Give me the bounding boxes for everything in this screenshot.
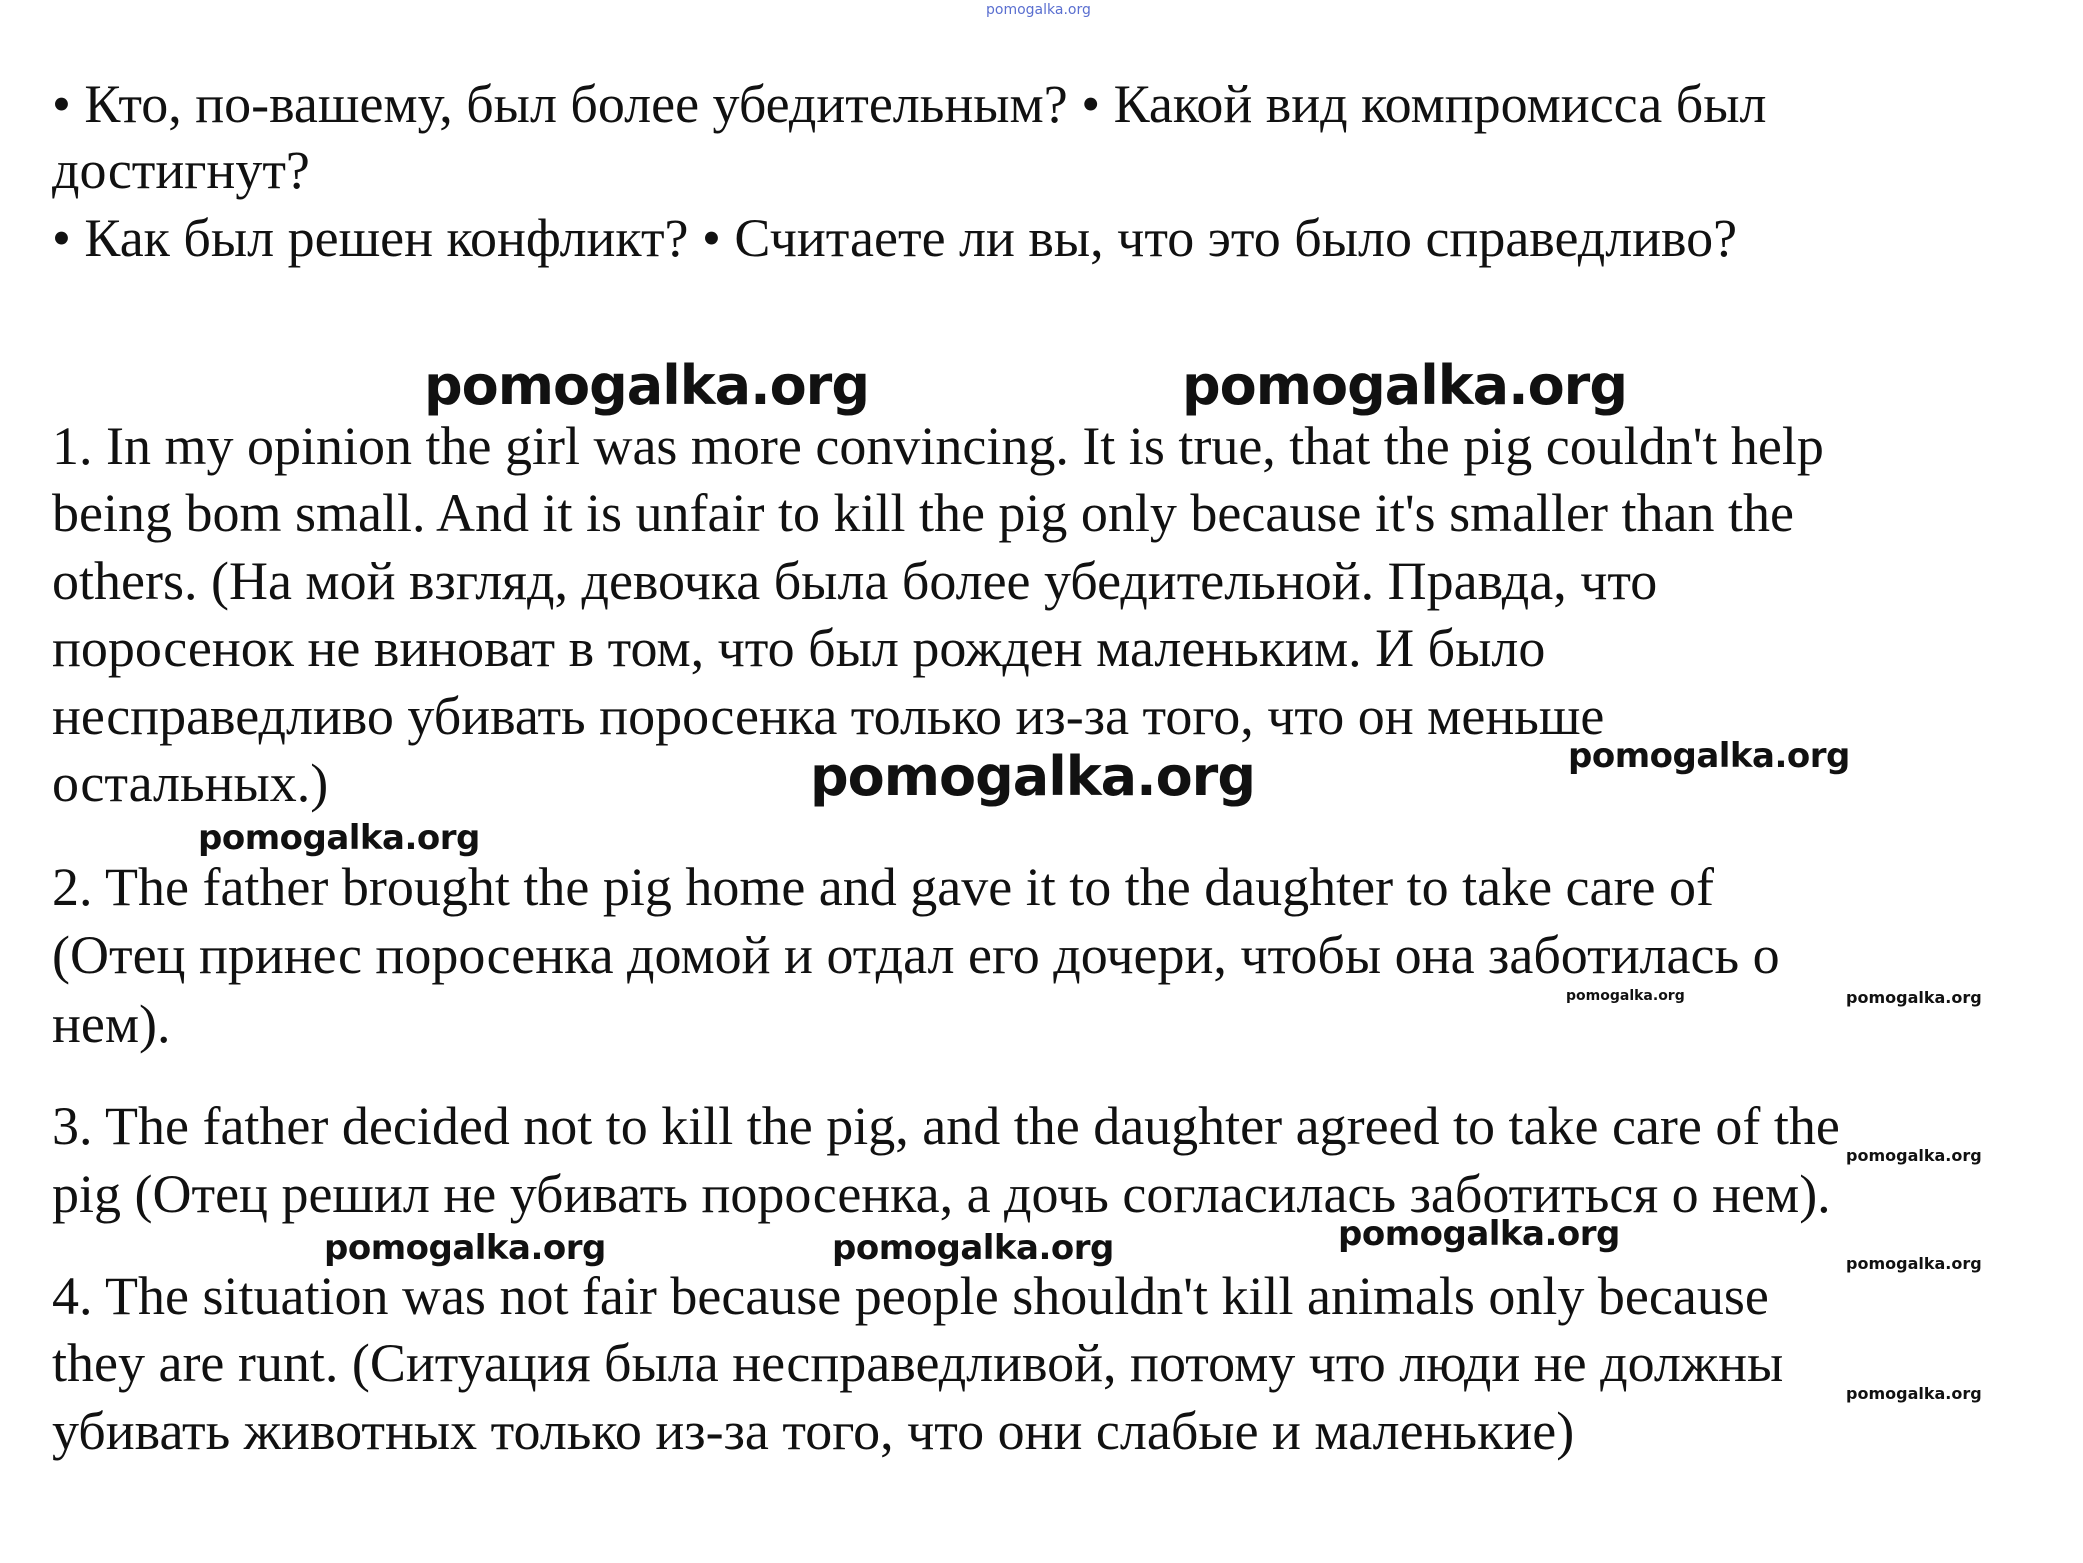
answer-2-line: нем). <box>52 994 171 1054</box>
question-line: достигнут? <box>52 140 310 200</box>
header-watermark: pomogalka.org <box>986 2 1091 18</box>
answer-1-line: остальных.) <box>52 753 329 813</box>
answer-1-line: others. (На мой взгляд, девочка была более убедительной. Правда, что <box>52 551 1658 611</box>
watermark: pomogalka.org <box>424 354 869 417</box>
watermark: pomogalka.org <box>1182 354 1627 417</box>
watermark: pomogalka.org <box>810 745 1255 808</box>
watermark: pomogalka.org <box>1846 1146 1982 1165</box>
watermark: pomogalka.org <box>1846 988 1982 1007</box>
answer-3-line: 3. The father decided not to kill the pig, and the daughter agreed to take care of the <box>52 1096 1840 1156</box>
answer-1-line: поросенок не виноват в том, что был рожден маленьким. И было <box>52 618 1546 678</box>
watermark: pomogalka.org <box>198 818 480 858</box>
question-line: • Кто, по-вашему, был более убедительным? • Какой вид компромисса был <box>52 74 1767 134</box>
answer-3-line: pig (Отец решил не убивать поросенка, а дочь согласилась заботиться о нем). <box>52 1164 1831 1224</box>
watermark: pomogalka.org <box>832 1228 1114 1268</box>
answer-4-line: they are runt. (Ситуация была несправедливой, потому что люди не должны <box>52 1333 1784 1393</box>
answer-2-line: (Отец принес поросенка домой и отдал его дочери, чтобы она заботилась о <box>52 925 1780 985</box>
watermark: pomogalka.org <box>324 1228 606 1268</box>
watermark: pomogalka.org <box>1338 1214 1620 1254</box>
answer-1-line: being bom small. And it is unfair to kill the pig only because it's smaller than the <box>52 483 1794 543</box>
answer-4-line: 4. The situation was not fair because people shouldn't kill animals only because <box>52 1266 1769 1326</box>
answer-1-line: несправедливо убивать поросенка только из-за того, что он меньше <box>52 686 1605 746</box>
question-line: • Как был решен конфликт? • Считаете ли вы, что это было справедливо? <box>52 208 1738 268</box>
answer-2-line: 2. The father brought the pig home and gave it to the daughter to take care of <box>52 857 1714 917</box>
watermark: pomogalka.org <box>1568 736 1850 776</box>
answer-1-line: 1. In my opinion the girl was more convincing. It is true, that the pig couldn't help <box>52 416 1824 476</box>
watermark: pomogalka.org <box>1846 1384 1982 1403</box>
answer-4-line: убивать животных только из-за того, что они слабые и маленькие) <box>52 1401 1575 1461</box>
watermark: pomogalka.org <box>1846 1254 1982 1273</box>
watermark: pomogalka.org <box>1566 988 1685 1004</box>
